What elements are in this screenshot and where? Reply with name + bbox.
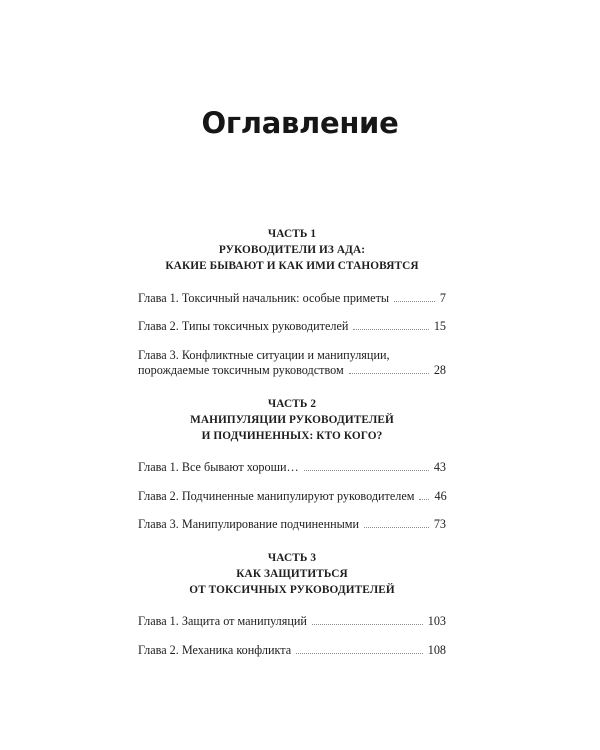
part-title-line: МАНИПУЛЯЦИИ РУКОВОДИТЕЛЕЙ	[190, 413, 394, 426]
part-label: ЧАСТЬ 3	[267, 551, 317, 564]
part-title-line: И ПОДЧИНЕННЫХ: КТО КОГО?	[201, 430, 383, 443]
chapter-title: порождаемые токсичным руководством	[138, 363, 344, 378]
page-number: 7	[439, 290, 446, 305]
chapter-entry[interactable]	[138, 517, 446, 533]
page-number: 73	[433, 517, 446, 532]
dot-leader	[364, 527, 429, 528]
page-title: Оглавление	[201, 106, 399, 140]
chapter-entry[interactable]	[138, 460, 446, 476]
part-header	[138, 226, 446, 275]
table-of-contents	[138, 226, 446, 675]
chapter-title: Глава 3. Манипулирование подчиненными	[138, 517, 360, 532]
page-number: 28	[433, 363, 446, 378]
page-number: 103	[427, 614, 446, 629]
part-title-line: КАК ЗАЩИТИТЬСЯ	[236, 567, 348, 580]
dot-leader	[394, 301, 435, 302]
part-header	[138, 396, 446, 445]
chapter-list	[138, 614, 446, 658]
toc-part-2	[138, 396, 446, 533]
dot-leader	[419, 499, 429, 500]
chapter-title: Глава 1. Токсичный начальник: особые приметы	[138, 290, 390, 305]
dot-leader	[312, 624, 423, 625]
part-title-line: РУКОВОДИТЕЛИ ИЗ АДА:	[218, 244, 366, 257]
chapter-title: Глава 2. Подчиненные манипулируют руководителем	[138, 488, 415, 503]
chapter-entry[interactable]	[138, 319, 446, 335]
chapter-list	[138, 460, 446, 533]
page-number: 15	[433, 319, 446, 334]
chapter-entry[interactable]	[138, 291, 446, 307]
part-header	[138, 550, 446, 599]
page-number: 46	[434, 488, 447, 503]
chapter-title: Глава 1. Защита от манипуляций	[138, 614, 307, 629]
chapter-title: Глава 2. Типы токсичных руководителей	[138, 319, 349, 334]
dot-leader	[353, 329, 428, 330]
chapter-title-first-line: Глава 3. Конфликтные ситуации и манипуляции,	[138, 347, 390, 362]
toc-part-3	[138, 550, 446, 659]
chapter-entry[interactable]	[138, 489, 446, 505]
toc-part-1	[138, 226, 446, 379]
dot-leader	[296, 653, 423, 654]
page-number: 108	[427, 642, 446, 657]
part-label: ЧАСТЬ 2	[267, 397, 317, 410]
dot-leader	[304, 470, 429, 471]
part-title-line: ОТ ТОКСИЧНЫХ РУКОВОДИТЕЛЕЙ	[189, 584, 395, 597]
part-label: ЧАСТЬ 1	[267, 228, 317, 240]
chapter-list	[138, 291, 446, 379]
chapter-title: Глава 2. Механика конфликта	[138, 642, 292, 657]
chapter-entry[interactable]	[138, 348, 446, 379]
chapter-entry[interactable]	[138, 614, 446, 630]
chapter-entry[interactable]	[138, 643, 446, 659]
page-number: 43	[433, 460, 446, 475]
part-title-line: КАКИЕ БЫВАЮТ И КАК ИМИ СТАНОВЯТСЯ	[165, 260, 419, 273]
dot-leader	[349, 373, 429, 374]
chapter-title: Глава 1. Все бывают хороши…	[138, 460, 299, 475]
